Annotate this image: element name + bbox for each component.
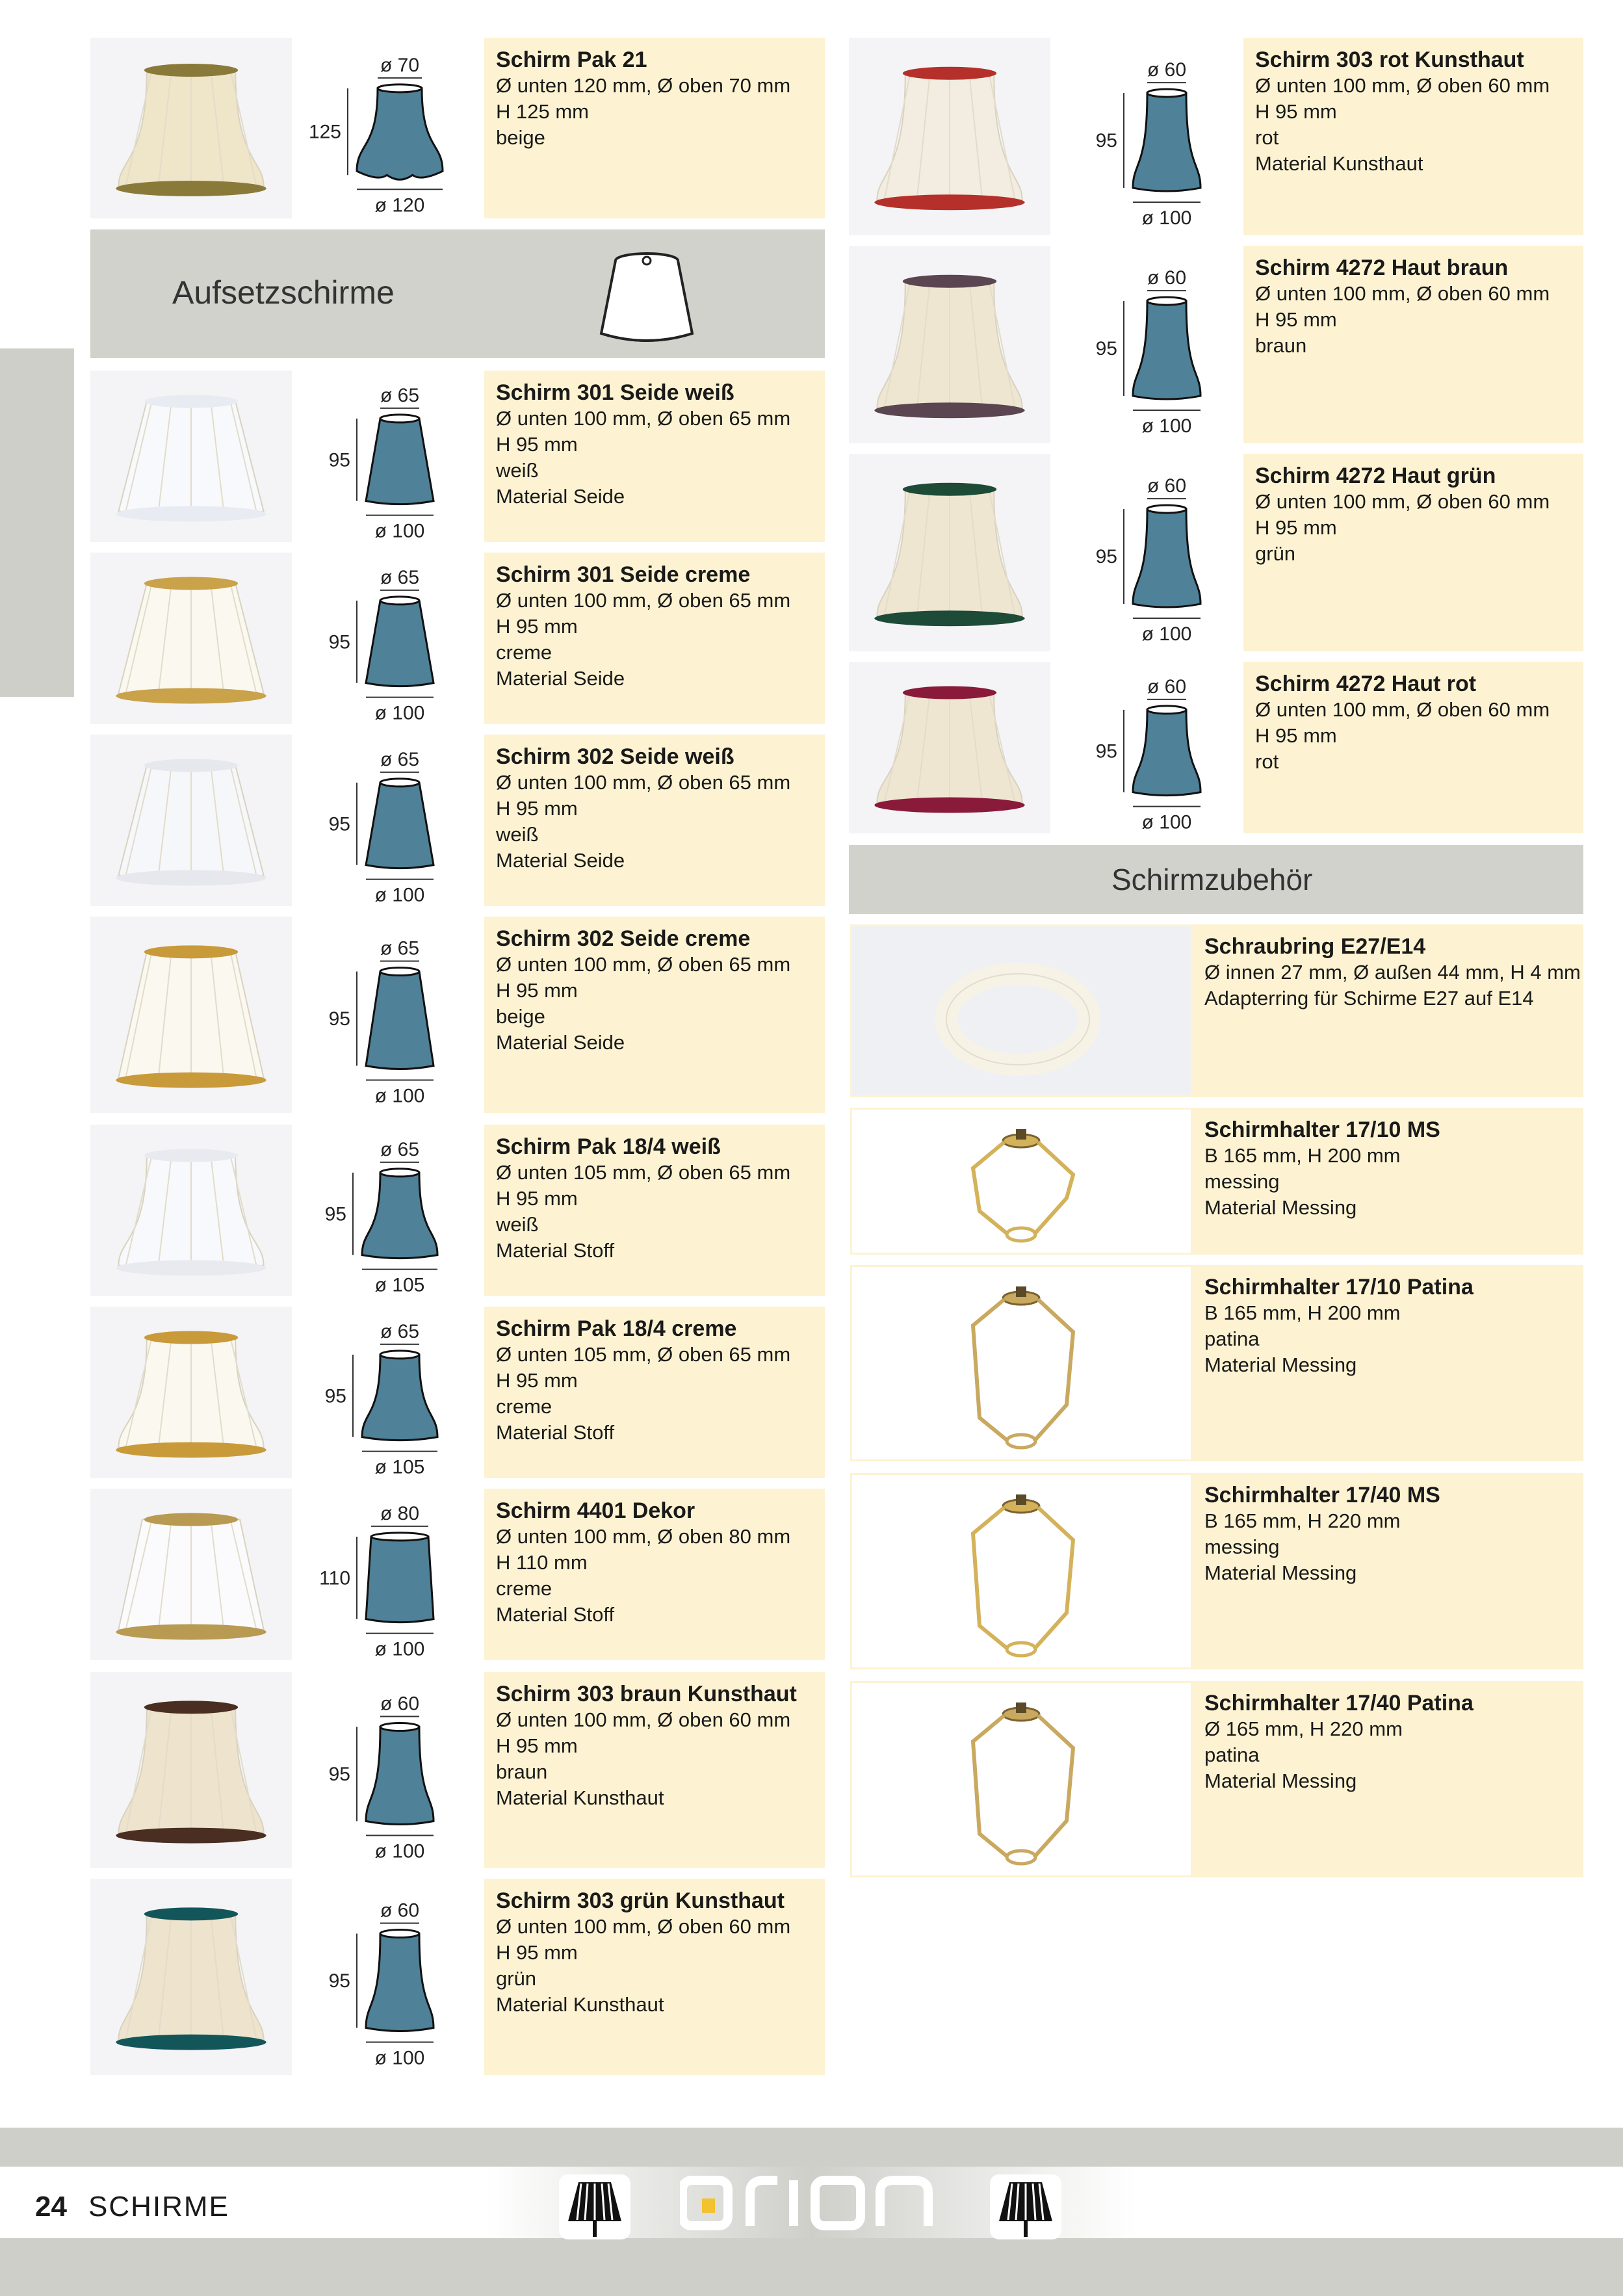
product-diagram — [1072, 662, 1235, 833]
height-label: 110 — [319, 1567, 350, 1589]
bottom-diameter-label: ø 100 — [374, 702, 425, 724]
shade-holder-icon — [852, 1683, 1193, 1877]
product-photo — [90, 371, 292, 542]
product-diagram — [1072, 246, 1235, 443]
product-spec-line: Material Messing — [1204, 1561, 1357, 1584]
product-photo — [849, 246, 1050, 443]
product-spec-line: B 165 mm, H 220 mm — [1204, 1509, 1401, 1532]
product-title: Schraubring E27/E14 — [1204, 934, 1426, 959]
bottom-diameter-label: ø 100 — [374, 1085, 425, 1107]
product-spec-line: messing — [1204, 1535, 1280, 1558]
bottom-diameter-label: ø 100 — [1141, 415, 1192, 437]
product-diagram — [305, 1489, 468, 1660]
product-spec-line: H 95 mm — [496, 433, 578, 456]
product-diagram — [305, 1125, 468, 1296]
product-spec-line: beige — [496, 1005, 545, 1028]
product-spec-line: Ø unten 120 mm, Ø oben 70 mm — [496, 74, 791, 97]
product-spec-line: H 95 mm — [496, 615, 578, 638]
shade-silhouette — [1133, 301, 1201, 399]
product-spec-line: rot — [1255, 750, 1279, 773]
bottom-diameter-label: ø 100 — [1141, 811, 1192, 833]
lampshade-photo-icon — [90, 1672, 292, 1868]
top-diameter-label: ø 60 — [380, 1693, 420, 1715]
shade-silhouette — [362, 1173, 437, 1259]
dimension-diagram — [1072, 246, 1235, 443]
product-title: Schirm 301 Seide weiß — [496, 380, 734, 405]
top-diameter-label: ø 80 — [380, 1502, 420, 1524]
section-aufsetzschirme — [90, 229, 825, 358]
product-spec-line: Material Stoff — [496, 1239, 615, 1262]
dimension-diagram — [305, 735, 468, 906]
height-label: 95 — [324, 1385, 346, 1407]
product-spec-line: Material Messing — [1204, 1196, 1357, 1219]
lampshade-photo-icon — [90, 553, 292, 724]
product-spec-line: Ø innen 27 mm, Ø außen 44 mm, H 4 mm — [1204, 961, 1581, 984]
product-title: Schirm 4401 Dekor — [496, 1498, 695, 1523]
product-info-box — [1193, 1265, 1583, 1461]
product-info-box — [484, 1879, 825, 2075]
product-photo — [90, 38, 292, 218]
product-spec-line: H 110 mm — [496, 1551, 588, 1574]
product-info-box — [1193, 1108, 1583, 1255]
page-title: SCHIRME — [88, 2191, 229, 2223]
product-info-box — [484, 371, 825, 542]
product-title: Schirm 301 Seide creme — [496, 562, 751, 587]
product-spec-line: Ø unten 105 mm, Ø oben 65 mm — [496, 1343, 791, 1366]
dimension-diagram — [305, 553, 468, 724]
product-info-box — [484, 553, 825, 724]
product-spec-line: messing — [1204, 1170, 1280, 1193]
product-title: Schirm 302 Seide weiß — [496, 744, 734, 769]
product-spec-line: H 95 mm — [1255, 516, 1337, 539]
height-label: 95 — [324, 1203, 346, 1225]
product-diagram — [305, 1307, 468, 1478]
product-info-box — [484, 1125, 825, 1296]
product-spec-line: Ø unten 100 mm, Ø oben 60 mm — [1255, 74, 1550, 97]
product-spec-line: Ø unten 100 mm, Ø oben 60 mm — [1255, 282, 1550, 305]
product-title: Schirmhalter 17/10 MS — [1204, 1117, 1440, 1142]
product-photo — [849, 662, 1050, 833]
bottom-diameter-label: ø 100 — [374, 520, 425, 542]
height-label: 95 — [328, 1764, 350, 1786]
product-photo — [90, 1672, 292, 1868]
bottom-diameter-label: ø 100 — [374, 1638, 425, 1660]
lampshade-photo-icon — [90, 1489, 292, 1660]
shade-silhouette — [1133, 509, 1201, 607]
product-spec-line: H 95 mm — [1255, 724, 1337, 747]
product-title: Schirmhalter 17/10 Patina — [1204, 1275, 1474, 1299]
product-spec-line: H 95 mm — [1255, 308, 1337, 331]
product-info-box — [1193, 924, 1583, 1097]
product-photo — [90, 553, 292, 724]
bottom-diameter-label: ø 100 — [1141, 623, 1192, 646]
lampshade-photo-icon — [849, 454, 1050, 651]
product-info-box — [484, 1307, 825, 1478]
product-spec-line: Ø unten 105 mm, Ø oben 65 mm — [496, 1161, 791, 1184]
lampshade-photo-icon — [849, 246, 1050, 443]
product-spec-line: H 95 mm — [496, 1734, 578, 1757]
product-diagram — [1072, 38, 1235, 235]
product-title: Schirm 303 braun Kunsthaut — [496, 1682, 797, 1706]
product-spec-line: Material Stoff — [496, 1603, 615, 1626]
product-photo — [849, 38, 1050, 235]
product-title: Schirm 303 rot Kunsthaut — [1255, 47, 1524, 72]
product-spec-line: Ø unten 100 mm, Ø oben 60 mm — [496, 1708, 791, 1731]
product-spec-line: grün — [1255, 542, 1296, 565]
product-spec-line: H 95 mm — [1255, 100, 1337, 123]
shade-silhouette — [366, 601, 434, 686]
height-label: 95 — [328, 813, 350, 835]
product-title: Schirmhalter 17/40 MS — [1204, 1483, 1440, 1507]
product-photo — [90, 1125, 292, 1296]
shade-silhouette — [362, 1355, 437, 1441]
height-label: 95 — [328, 631, 350, 653]
product-spec-line: Material Kunsthaut — [496, 1786, 664, 1809]
shade-holder-icon — [852, 1110, 1193, 1255]
product-spec-line: braun — [1255, 334, 1307, 357]
product-info-box — [484, 917, 825, 1113]
lampshade-photo-icon — [849, 662, 1050, 833]
product-spec-line: Material Messing — [1204, 1353, 1357, 1376]
product-title: Schirm 303 grün Kunsthaut — [496, 1888, 785, 1913]
side-tab-marker — [0, 348, 74, 697]
height-label: 95 — [328, 449, 350, 471]
product-spec-line: weiß — [496, 823, 539, 846]
height-label: 95 — [328, 1970, 350, 1992]
product-spec-line: creme — [496, 641, 552, 664]
dimension-diagram — [305, 38, 468, 218]
product-diagram — [305, 917, 468, 1113]
product-title: Schirm 4272 Haut rot — [1255, 672, 1477, 696]
bottom-diameter-label: ø 105 — [374, 1456, 425, 1478]
product-title: Schirm 302 Seide creme — [496, 926, 751, 951]
section-schirmzubehoer — [849, 845, 1583, 914]
footer-shade-icon-left — [559, 2174, 630, 2239]
dimension-diagram — [305, 917, 468, 1113]
product-spec-line: rot — [1255, 126, 1279, 149]
product-info-box — [484, 1489, 825, 1660]
product-spec-line: grün — [496, 1967, 537, 1990]
product-spec-line: H 95 mm — [496, 1941, 578, 1964]
product-title: Schirm Pak 18/4 weiß — [496, 1134, 721, 1159]
product-spec-line: beige — [496, 126, 545, 149]
top-diameter-label: ø 65 — [380, 748, 420, 770]
product-spec-line: H 95 mm — [496, 979, 578, 1002]
footer-shade-icon-right — [990, 2174, 1061, 2239]
holder-photo — [850, 1265, 1193, 1461]
height-label: 95 — [328, 1008, 350, 1030]
product-spec-line: Ø unten 100 mm, Ø oben 65 mm — [496, 407, 791, 430]
footer-band-top — [0, 2128, 1623, 2167]
height-label: 95 — [1095, 338, 1117, 360]
dimension-diagram — [305, 1307, 468, 1478]
dimension-diagram — [1072, 662, 1235, 833]
top-diameter-label: ø 60 — [380, 1899, 420, 1922]
product-photo — [849, 454, 1050, 651]
product-info-box — [484, 38, 825, 218]
product-diagram — [305, 1672, 468, 1868]
product-spec-line: patina — [1204, 1327, 1260, 1350]
lampshade-photo-icon — [90, 1879, 292, 2075]
product-spec-line: Ø unten 100 mm, Ø oben 65 mm — [496, 771, 791, 794]
shade-silhouette — [1133, 93, 1201, 191]
product-spec-line: Material Seide — [496, 1031, 625, 1054]
holder-photo — [850, 1681, 1193, 1877]
height-label: 125 — [308, 121, 341, 143]
lampshade-icon — [582, 244, 712, 352]
product-photo — [90, 917, 292, 1113]
product-spec-line: Ø unten 100 mm, Ø oben 60 mm — [496, 1915, 791, 1938]
product-diagram — [305, 1879, 468, 2075]
shade-silhouette — [1133, 710, 1201, 796]
top-diameter-label: ø 60 — [1147, 475, 1187, 497]
height-label: 95 — [1095, 546, 1117, 568]
ring-photo — [850, 924, 1193, 1097]
product-diagram — [305, 553, 468, 724]
product-title: Schirm Pak 21 — [496, 47, 647, 72]
product-spec-line: weiß — [496, 1213, 539, 1236]
shade-holder-icon — [852, 1267, 1193, 1461]
product-spec-line: H 95 mm — [496, 797, 578, 820]
product-spec-line: Material Seide — [496, 667, 625, 690]
product-spec-line: Ø unten 100 mm, Ø oben 80 mm — [496, 1525, 791, 1548]
dimension-diagram — [305, 1489, 468, 1660]
product-spec-line: Adapterring für Schirme E27 auf E14 — [1204, 987, 1534, 1010]
product-diagram — [305, 371, 468, 542]
product-spec-line: Ø 165 mm, H 220 mm — [1204, 1717, 1403, 1740]
top-diameter-label: ø 65 — [380, 937, 420, 959]
bottom-diameter-label: ø 100 — [1141, 207, 1192, 229]
bottom-diameter-label: ø 100 — [374, 1840, 425, 1862]
height-label: 95 — [1095, 130, 1117, 152]
top-diameter-label: ø 60 — [1147, 267, 1187, 289]
height-label: 95 — [1095, 740, 1117, 763]
product-spec-line: Material Kunsthaut — [496, 1993, 664, 2016]
product-spec-line: patina — [1204, 1743, 1260, 1766]
shade-silhouette — [366, 1537, 434, 1623]
product-photo — [90, 1489, 292, 1660]
holder-photo — [850, 1108, 1193, 1255]
product-title: Schirm 4272 Haut grün — [1255, 463, 1496, 488]
lampshade-photo-icon — [90, 917, 292, 1113]
dimension-diagram — [305, 1125, 468, 1296]
top-diameter-label: ø 60 — [1147, 59, 1187, 81]
product-photo — [90, 735, 292, 906]
lampshade-photo-icon — [90, 1125, 292, 1296]
product-title: Schirmhalter 17/40 Patina — [1204, 1691, 1474, 1715]
product-spec-line: H 95 mm — [496, 1369, 578, 1392]
dimension-diagram — [305, 371, 468, 542]
footer-band-bottom — [0, 2238, 1623, 2296]
dimension-diagram — [1072, 38, 1235, 235]
section-title: Aufsetzschirme — [172, 274, 395, 311]
lampshade-photo-icon — [90, 38, 292, 218]
top-diameter-label: ø 65 — [380, 1138, 420, 1160]
brand-logo — [680, 2166, 940, 2244]
top-diameter-label: ø 65 — [380, 566, 420, 588]
product-spec-line: weiß — [496, 459, 539, 482]
bottom-diameter-label: ø 100 — [374, 884, 425, 906]
product-title: Schirm 4272 Haut braun — [1255, 255, 1509, 280]
product-spec-line: H 125 mm — [496, 100, 589, 123]
lampshade-photo-icon — [90, 1307, 292, 1478]
dimension-diagram — [305, 1672, 468, 1868]
product-spec-line: Material Kunsthaut — [1255, 152, 1423, 175]
product-spec-line: creme — [496, 1395, 552, 1418]
brand-name — [680, 2166, 681, 2167]
product-info-box — [1243, 246, 1583, 443]
product-spec-line: Ø unten 100 mm, Ø oben 60 mm — [1255, 490, 1550, 513]
shade-silhouette — [366, 783, 434, 868]
lampshade-photo-icon — [849, 38, 1050, 235]
screw-ring-icon — [852, 926, 1193, 1097]
product-photo — [90, 1307, 292, 1478]
product-photo — [90, 1879, 292, 2075]
page-number: 24 — [35, 2191, 67, 2223]
section-title: Schirmzubehör — [1111, 863, 1313, 896]
shade-silhouette — [366, 972, 434, 1069]
product-spec-line: Material Messing — [1204, 1769, 1357, 1792]
product-diagram — [1072, 454, 1235, 651]
product-info-box — [1193, 1681, 1583, 1877]
shade-silhouette — [366, 419, 434, 504]
product-spec-line: Material Seide — [496, 485, 625, 508]
dimension-diagram — [305, 1879, 468, 2075]
product-info-box — [1243, 454, 1583, 651]
shade-holder-icon — [852, 1475, 1193, 1669]
shade-silhouette — [357, 88, 443, 179]
top-diameter-label: ø 60 — [1147, 675, 1187, 698]
product-spec-line: H 95 mm — [496, 1187, 578, 1210]
top-diameter-label: ø 65 — [380, 1320, 420, 1342]
product-spec-line: Material Seide — [496, 849, 625, 872]
product-info-box — [1193, 1473, 1583, 1669]
product-info-box — [484, 735, 825, 906]
lampshade-photo-icon — [90, 371, 292, 542]
dimension-diagram — [1072, 454, 1235, 651]
product-diagram — [305, 735, 468, 906]
holder-photo — [850, 1473, 1193, 1669]
product-diagram — [305, 38, 468, 218]
shade-silhouette — [366, 1727, 434, 1825]
product-info-box — [1243, 662, 1583, 833]
top-diameter-label: ø 70 — [380, 54, 420, 76]
product-spec-line: Ø unten 100 mm, Ø oben 65 mm — [496, 589, 791, 612]
product-title: Schirm Pak 18/4 creme — [496, 1316, 737, 1341]
product-spec-line: braun — [496, 1760, 548, 1783]
product-spec-line: creme — [496, 1577, 552, 1600]
product-spec-line: Ø unten 100 mm, Ø oben 60 mm — [1255, 698, 1550, 721]
product-spec-line: Material Stoff — [496, 1421, 615, 1444]
product-info-box — [1243, 38, 1583, 235]
product-spec-line: B 165 mm, H 200 mm — [1204, 1301, 1401, 1324]
shade-silhouette — [366, 1934, 434, 2031]
bottom-diameter-label: ø 100 — [374, 2047, 425, 2069]
lampshade-photo-icon — [90, 735, 292, 906]
top-diameter-label: ø 65 — [380, 384, 420, 406]
product-info-box — [484, 1672, 825, 1868]
product-spec-line: Ø unten 100 mm, Ø oben 65 mm — [496, 953, 791, 976]
product-spec-line: B 165 mm, H 200 mm — [1204, 1144, 1401, 1167]
bottom-diameter-label: ø 105 — [374, 1274, 425, 1296]
bottom-diameter-label: ø 120 — [374, 194, 425, 216]
